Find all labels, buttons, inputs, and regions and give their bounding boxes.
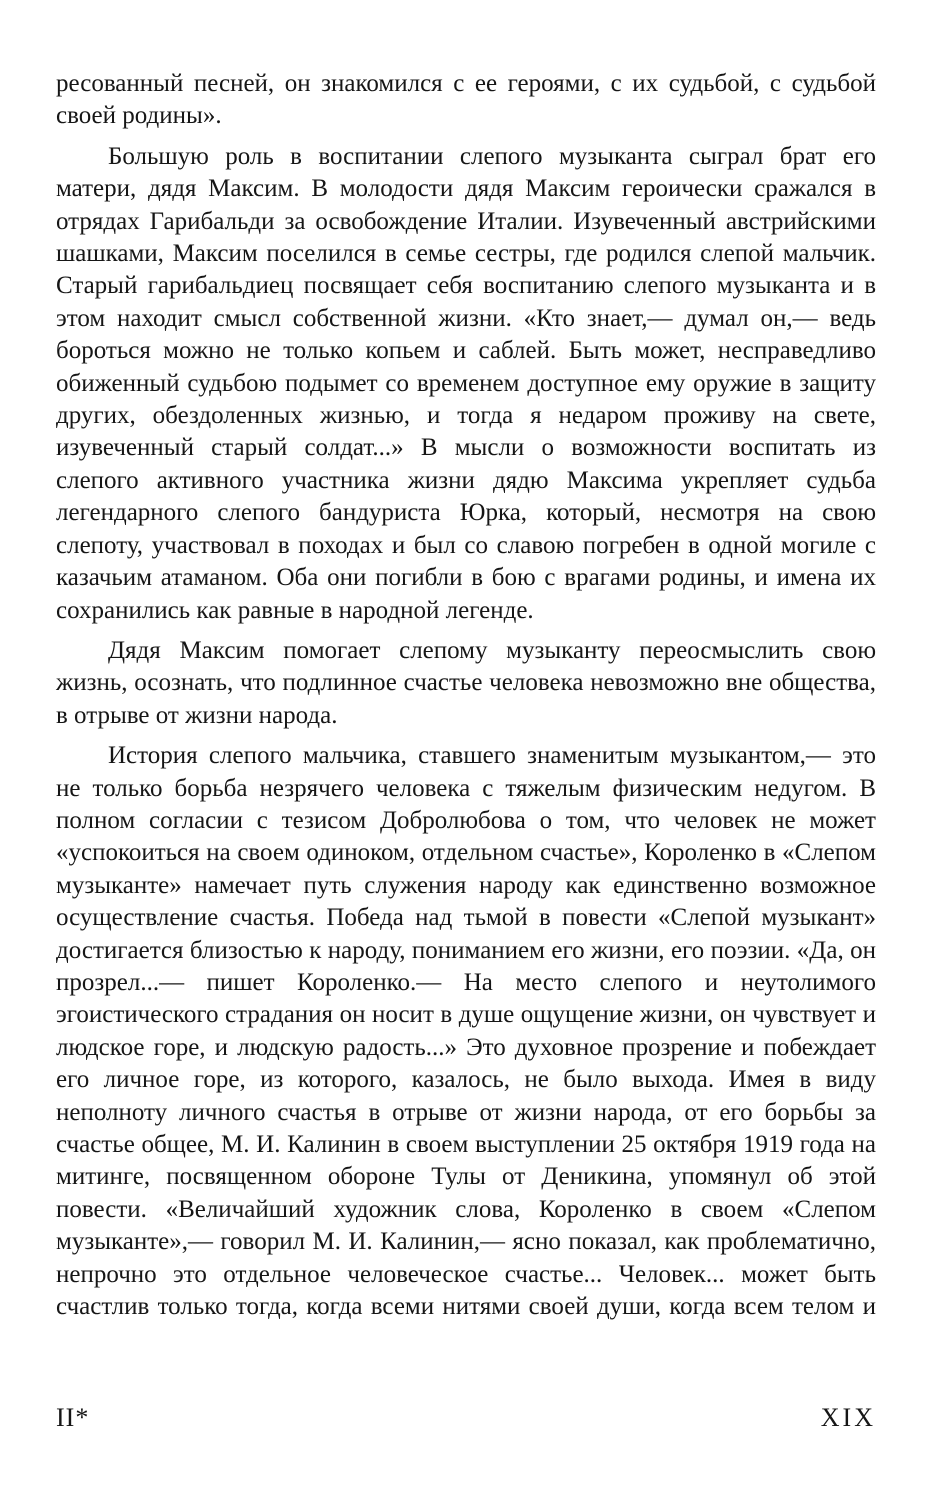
paragraph-uncle-maxim: Большую роль в воспитании слепого музыканта сыграл брат его матери, дядя Максим. В молодости дядя Максим героически сражался в отрядах Гарибальди за освобождение Италии. Изувеченный австрийскими шашками, Максим поселился в семье сестры, где родился слепой мальчик. Старый гарибальдиец посвящает себя воспитанию слепого музыканта и в этом находит смысл собственной жизни. «Кто знает,— думал он,— ведь бороться можно не только копьем и саблей. Быть может, несправедливо обиженный судьбою подымет со временем доступное ему оружие в защиту других, обездоленных жизнью, и тогда я недаром проживу на свете, изувеченный старый солдат...» В мысли о возможности воспитать из слепого активного участника жизни дядю Максима укрепляет судьба легендарного слепого бандуриста Юрка, который, несмотря на свою слепоту, участвовал в походах и был со славою погребен в одной могиле с казачьим атаманом. Оба они погибли в бою с врагами родины, и имена их сохранились как равные в народной легенде. — [56, 142, 876, 624]
paragraph-rethink-life: Дядя Максим помогает слепому музыканту переосмыслить свою жизнь, осознать, что подлинное счастье человека невозможно вне общества, в отрыве от жизни народа. — [56, 636, 876, 729]
page-body — [56, 68, 876, 1331]
page-number: XIX — [820, 1403, 876, 1432]
paragraph-continuation: ресованный песней, он знакомился с ее героями, с их судьбой, с судьбой своей родины». — [56, 70, 876, 130]
page-footer — [56, 1402, 876, 1438]
paragraph-story-of-blind-boy: История слепого мальчика, ставшего знаменитым музыкантом,— это не только борьба незрячего человека с тяжелым физическим недугом. В полном согласии с тезисом Добролюбова о том, что человек не может «успокоиться на своем одиноком, отдельном счастье», Короленко в «Слепом музыканте» намечает путь служения народу как единственно возможное осуществление счастья. Победа над тьмой в повести «Слепой музыкант» достигается близостью к народу, пониманием его жизни, его поэзии. «Да, он прозрел...— пишет Короленко.— На место слепого и неутолимого эгоистического страдания он носит в душе ощущение жизни, он чувствует и людское горе, и людскую радость...» Это духовное прозрение и побеждает его личное горе, из которого, казалось, не было выхода. Имея в виду неполноту личного счастья в отрыве от жизни народа, от его борьбы за счастье общее, М. И. Калинин в своем выступлении 25 октября 1919 года на митинге, посвященном обороне Тулы от Деникина, упомянул об этой повести. «Величайший художник слова, Короленко в своем «Слепом музыканте»,— говорил М. И. Калинин,— ясно показал, как проблематично, непрочно это отдельное человеческое счастье... Человек... может быть счастлив только тогда, когда всеми нитями своей души, когда всем телом и — [56, 742, 876, 1321]
signature-mark: II* — [56, 1403, 90, 1432]
